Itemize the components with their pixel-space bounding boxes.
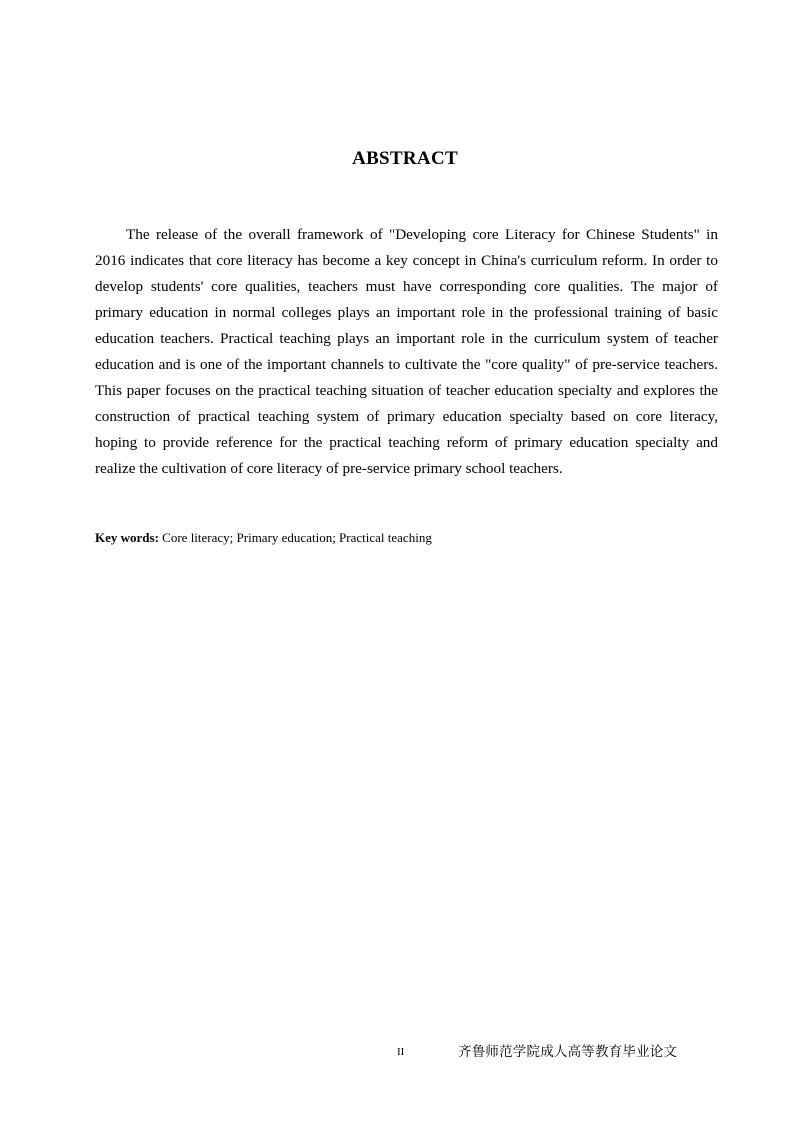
keywords-line (95, 528, 718, 548)
abstract-title: ABSTRACT (352, 148, 458, 169)
keywords-list: Core literacy; Primary education; Practical teaching (162, 530, 432, 545)
keywords-label: Key words: (95, 530, 159, 545)
page-number: II (397, 1046, 405, 1058)
abstract-body: The release of the overall framework of "Developing core Literacy for Chinese Students" in 2016 indicates that core literacy has become a key concept in China's curriculum reform. In order to develop students' core qualities, teachers must have corresponding core qualities. The major of primary education in normal colleges plays an important role in the professional training of basic education teachers. Practical teaching plays an important role in the curriculum system of teacher education and is one of the important channels to cultivate the "core quality" of pre-service teachers. This paper focuses on the practical teaching situation of teacher education specialty and explores the construction of practical teaching system of primary education specialty based on core literacy, hoping to provide reference for the practical teaching reform of primary education specialty and realize the cultivation of core literacy of pre-service primary school teachers. (95, 226, 718, 477)
footer-institution: 齐鲁师范学院成人高等教育毕业论文 (458, 1044, 678, 1060)
